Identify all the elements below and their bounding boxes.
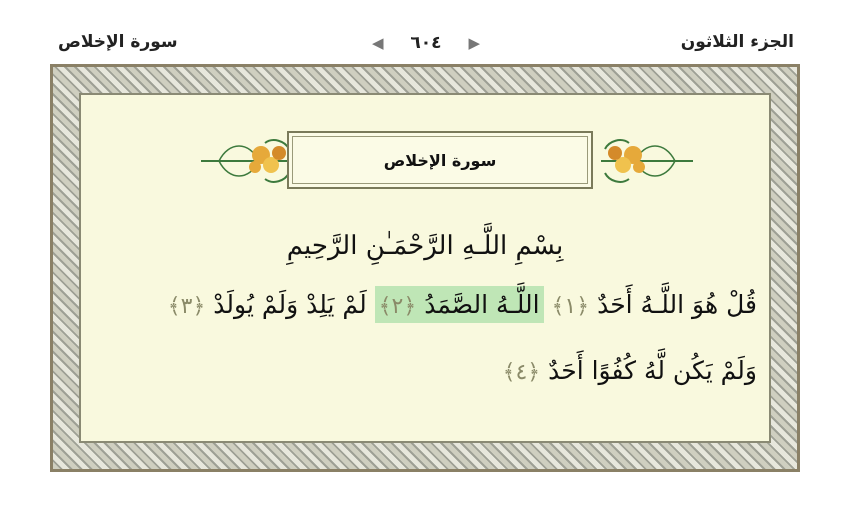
basmala: بِسْمِ اللَّـهِ الرَّحْمَـٰنِ الرَّحِيمِ (286, 231, 564, 261)
verse-3[interactable]: لَمْ يَلِدْ وَلَمْ يُولَدْ ﴿٣﴾ (167, 290, 367, 319)
ayah-marker: ﴿١﴾ (551, 294, 590, 319)
verse-1[interactable]: قُلْ هُوَ اللَّـهُ أَحَدٌ ﴿١﴾ (551, 290, 757, 319)
page-content (79, 93, 771, 443)
floral-ornament-icon (199, 131, 295, 191)
surah-title-box (287, 131, 593, 189)
floral-ornament-icon (599, 131, 695, 191)
verse-line (93, 273, 757, 339)
surah-title: سورة الإخلاص (383, 150, 497, 170)
next-page-button[interactable]: ▶ (468, 34, 480, 52)
ayah-marker: ﴿٣﴾ (167, 294, 206, 319)
verse-line (93, 339, 757, 405)
surah-name-header: سورة الإخلاص (58, 32, 178, 52)
mushaf-page-frame (50, 64, 800, 472)
page-navigator (372, 30, 480, 56)
verse-4[interactable]: وَلَمْ يَكُن لَّهُ كُفُوًا أَحَدٌ ﴿٤﴾ (502, 356, 757, 385)
top-bar (0, 0, 844, 62)
ayah-marker: ﴿٢﴾ (378, 294, 417, 319)
ayah-marker: ﴿٤﴾ (502, 360, 541, 385)
verse-2-highlighted[interactable]: اللَّـهُ الصَّمَدُ ﴿٢﴾ (375, 286, 544, 323)
page-number: ٦٠٤ (410, 33, 442, 53)
verses-text (93, 273, 757, 405)
previous-page-button[interactable]: ◀ (372, 34, 384, 52)
juz-label: الجزء الثلاثون (680, 32, 794, 52)
